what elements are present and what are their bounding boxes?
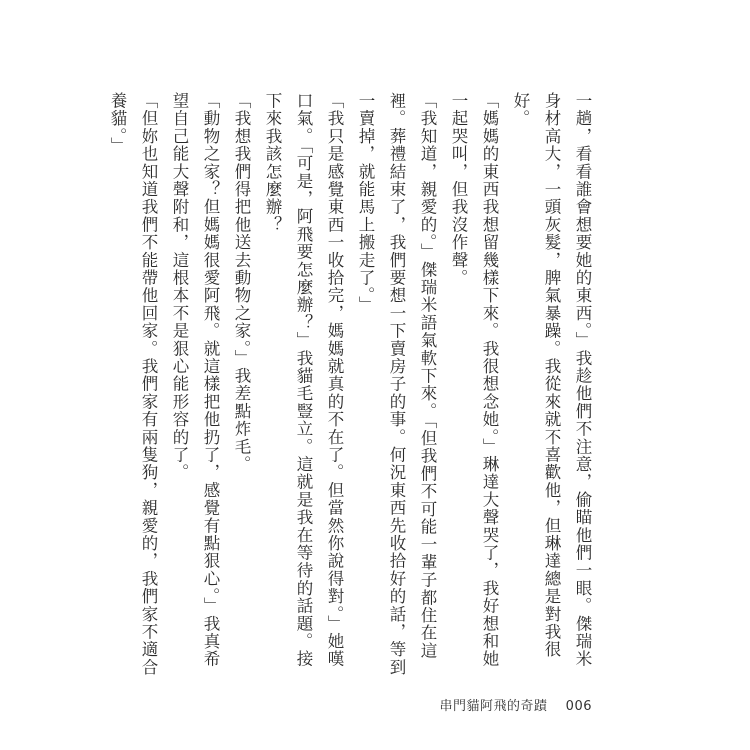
body-text: [102, 92, 598, 682]
paragraph: 「我想我們得把他送去動物之家。」我差點炸毛。: [232, 92, 251, 474]
paragraph: 「動物之家？但媽媽很愛阿飛。就這樣把他扔了，感覺有點狠心。」我真希望自己能大聲附和，這根本不是狠心能形容的了。: [170, 92, 220, 668]
paragraph: 「但妳也知道我們不能帶他回家。我們家有兩隻狗，親愛的，我們家不適合養貓。」: [108, 92, 158, 677]
page-footer: [440, 695, 592, 714]
page-number: 006: [565, 699, 592, 714]
running-head-book-title: 串門貓阿飛的奇蹟: [439, 699, 548, 714]
paragraph: 一趟，看看誰會想要她的東西。」我趁他們不注意，偷瞄他們一眼。傑瑞米身材高大，一頭灰髮，脾氣暴躁。我從來就不喜歡他，但琳達總是對我很好。: [511, 92, 592, 668]
paragraph: 「我知道，親愛的。」傑瑞米語氣軟下來。「但我們不可能一輩子都住在這裡。葬禮結束了，我們要想一下賣房子的事。何況東西先收拾好的話，等到一賣掉，就能馬上搬走了。」: [356, 92, 437, 677]
paragraph: 「我只是感覺東西一收拾完，媽媽就真的不在了。但當然你說得對。」她嘆口氣。「可是，阿飛要怎麼辦？」我貓毛豎立。這就是我在等待的話題。接下來我該怎麼辦？: [263, 92, 344, 668]
paragraph: 「媽媽的東西我想留幾樣下來。我很想念她。」琳達大聲哭了，我好想和她一起哭叫，但我沒作聲。: [449, 92, 499, 668]
